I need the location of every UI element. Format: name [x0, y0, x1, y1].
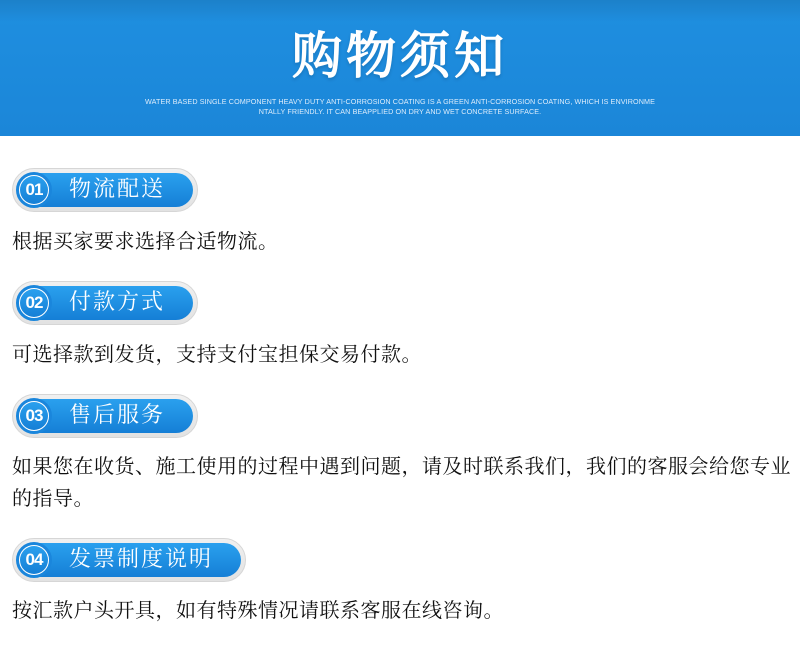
section-text-logistics: 根据买家要求选择合适物流。 — [12, 229, 279, 253]
section-pill — [17, 399, 193, 433]
section-title-payment: 付款方式 — [69, 290, 166, 315]
section-number-badge — [16, 542, 52, 578]
section-text-invoice: 按汇款户头开具，如有特殊情况请联系客服在线咨询。 — [12, 598, 504, 622]
section-tag-logistics — [12, 168, 198, 212]
section-pill — [17, 543, 241, 577]
section-number: 01 — [20, 176, 48, 204]
page-title: 购物须知 — [292, 27, 508, 85]
section-tag-after-sales — [12, 394, 198, 438]
banner-shade — [0, 0, 800, 22]
section-number-badge — [16, 398, 52, 434]
section-title-logistics: 物流配送 — [69, 177, 166, 202]
section-number-badge — [16, 172, 52, 208]
section-tag-payment — [12, 281, 198, 325]
section-number: 03 — [20, 402, 48, 430]
section-number: 04 — [20, 546, 48, 574]
section-text-after-sales: 如果您在收货、施工使用的过程中遇到问题，请及时联系我们，我们的客服会给您专业的指导。 — [12, 454, 791, 510]
section-tag-invoice — [12, 538, 246, 582]
header-banner — [0, 0, 800, 136]
section-number: 02 — [20, 289, 48, 317]
section-number-badge — [16, 285, 52, 321]
section-pill — [17, 173, 193, 207]
section-title-after-sales: 售后服务 — [69, 403, 166, 428]
section-pill — [17, 286, 193, 320]
section-text-payment: 可选择款到发货，支持支付宝担保交易付款。 — [12, 342, 422, 366]
section-title-invoice: 发票制度说明 — [69, 547, 214, 572]
banner-subtitle: WATER BASED SINGLE COMPONENT HEAVY DUTY ANTI-CORROSION COATING IS A GREEN ANTI-CORROSION COATING, WHICH IS ENVIRONME NTALLY FRIENDLY. IT CAN BEAPPLIED ON DRY AND WET CONCRETE SURFACE. — [145, 97, 655, 116]
